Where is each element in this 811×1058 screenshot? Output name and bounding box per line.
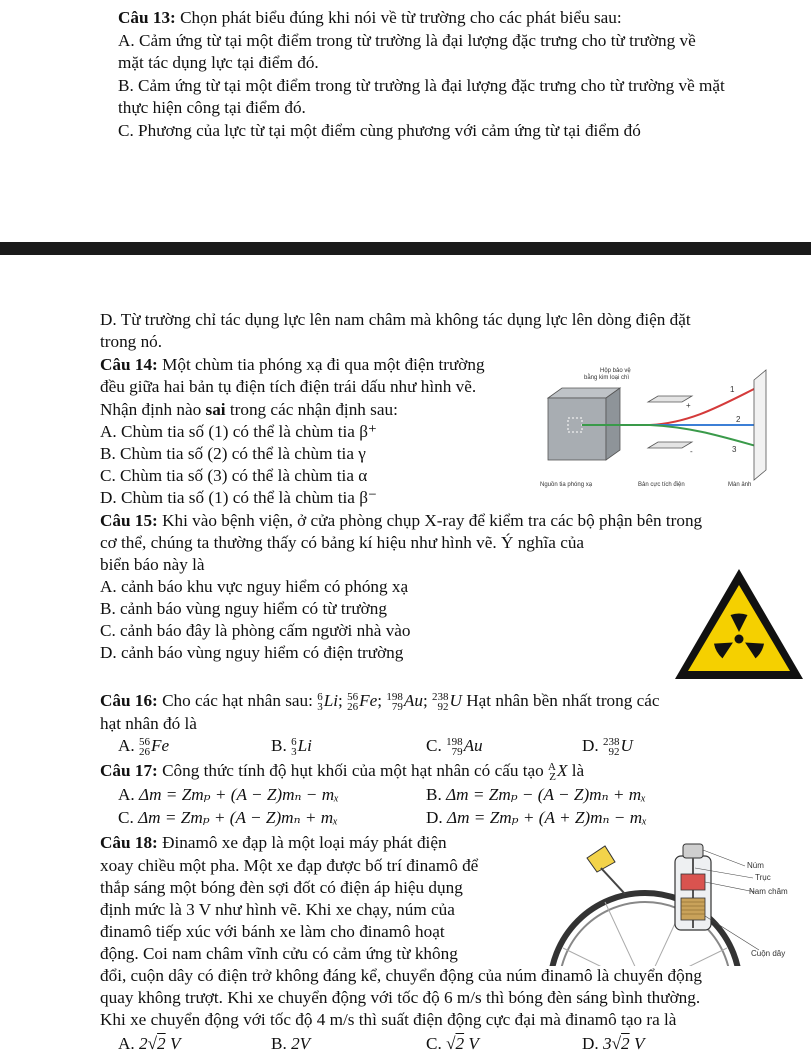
dynamo-knob [683, 844, 703, 858]
dynamo-coil [681, 898, 705, 920]
x-symbol: X [556, 761, 568, 780]
q16-option-a [118, 736, 169, 757]
q17-label: Câu 17: [100, 761, 158, 780]
q18-stem-line8: quay không trượt. Khi xe chuyển động với tốc độ 6 m/s thì bóng đèn sáng bình thường. [100, 988, 701, 1007]
bottom-plate [648, 442, 692, 448]
q18-option-c [426, 1034, 479, 1054]
q18-opt-a-value: 2√2 V [139, 1034, 181, 1053]
q13-option-b-line2: thực hiện công tại điểm đó. [118, 98, 306, 117]
q18-label: Câu 18: [100, 833, 158, 852]
q17-option-c [118, 808, 338, 828]
q18-stem-line3: thắp sáng một bóng đèn sợi đốt có điện áp hiệu dụng [100, 878, 463, 897]
fig-truc-label: Trục [755, 873, 771, 882]
au-symbol: Au [403, 691, 423, 710]
q18-stem-line5: đinamô tiếp xúc với bánh xe làm cho đinamô hoạt [100, 922, 445, 941]
q18-option-d [582, 1034, 644, 1054]
q13-option-a-line2: mặt tác dụng lực tại điểm đó. [118, 53, 319, 72]
q18-opt-d-unit: V [629, 1034, 645, 1053]
q18-opt-b-value: 2V [291, 1034, 311, 1053]
au-mass: 198 [386, 691, 403, 704]
q15-option-a: A. cảnh báo khu vực nguy hiểm có phóng xạ [100, 577, 409, 596]
q17-opt-d-formula: Δm = Zmₚ + (A + Z)mₙ − mₓ [447, 808, 647, 827]
li-symbol: Li [323, 691, 339, 710]
q18-stem-line1 [100, 833, 447, 853]
q16-opt-a-letter: A. [118, 736, 135, 755]
fe-mass: 56 [347, 691, 359, 704]
fe-symbol: Fe [359, 691, 378, 710]
q14-option-a: A. Chùm tia số (1) có thể là chùm tia β⁺ [100, 422, 378, 441]
nuclide-au [386, 691, 423, 712]
q18-opt-c-letter: C. [426, 1034, 442, 1053]
opt-c-mass: 198 [446, 736, 463, 749]
dynamo-magnet [681, 874, 705, 890]
li-mass: 6 [317, 691, 323, 704]
q17-stem [100, 761, 584, 782]
li-atomic: 3 [317, 701, 323, 714]
q15-option-b: B. cảnh báo vùng nguy hiểm có từ trường [100, 599, 387, 618]
nuclide-fe [347, 691, 377, 712]
u-atomic: 92 [437, 701, 449, 714]
opt-c-atomic: 79 [451, 746, 463, 759]
q15-stem-line2: cơ thể, chúng ta thường thấy có bảng kí hiệu như hình vẽ. Ý nghĩa của [100, 533, 585, 552]
q13-stem [118, 8, 622, 28]
opt-a-atomic: 26 [139, 746, 151, 759]
au-atomic: 79 [391, 701, 403, 714]
fig-num-label: Núm [747, 861, 764, 870]
q15-stem-text1: Khi vào bệnh viện, ở cửa phòng chụp X-ray để kiểm tra các bộ phận bên trong [157, 511, 703, 530]
q14-option-d: D. Chùm tia số (1) có thể là chùm tia β⁻ [100, 488, 378, 507]
opt-d-mass: 238 [603, 736, 620, 749]
q18-opt-d-value: 3√2 V [603, 1034, 645, 1053]
fig-source-label: Nguồn tia phóng xạ [540, 482, 593, 488]
q15-option-d: D. cảnh báo vùng nguy hiểm có điện trường [100, 643, 404, 662]
q16-opt-a-nuclide [139, 736, 169, 757]
fig-cuon-day-label: Cuộn dây [751, 949, 786, 958]
q16-opt-d-letter: D. [582, 736, 599, 755]
opt-b-symbol: Li [297, 736, 312, 755]
beam-3-label: 3 [732, 445, 737, 454]
q18-opt-b-letter: B. [271, 1034, 287, 1053]
lead-box-front [548, 398, 606, 460]
q17-opt-a-formula: Δm = Zmₚ + (A − Z)mₙ − mₓ [139, 785, 339, 804]
q16-opt-d-nuclide [603, 736, 633, 757]
fig-box-label2: bằng kim loại chì [584, 375, 630, 381]
q16-label: Câu 16: [100, 691, 158, 710]
bicycle-dynamo-figure [545, 838, 803, 966]
q17-option-a [118, 785, 339, 805]
opt-a-symbol: Fe [151, 736, 170, 755]
q17-stem-end: là [567, 761, 585, 780]
q17-option-d [426, 808, 647, 828]
page-break-bar [0, 242, 811, 255]
q14-stem-text1: Một chùm tia phóng xạ đi qua một điện trường [157, 355, 485, 374]
opt-a-mass: 56 [139, 736, 151, 749]
opt-b-atomic: 3 [291, 746, 297, 759]
q16-opt-c-nuclide [446, 736, 483, 757]
q17-opt-c-formula: Δm = Zmₚ + (A − Z)mₙ + mₓ [138, 808, 339, 827]
q18-stem-line7: đổi, cuộn dây có điện trở không đáng kể, chuyển động của núm đinamô là chuyển động [100, 966, 702, 985]
q17-opt-a-letter: A. [118, 785, 135, 804]
q14-stem-line3 [100, 400, 398, 420]
opt-b-mass: 6 [291, 736, 297, 749]
q15-stem-line1 [100, 511, 702, 531]
q13-option-a-line1: A. Cảm ứng từ tại một điểm trong từ trường là đại lượng đặc trưng cho từ trường về [118, 31, 696, 50]
q18-opt-c-unit: V [464, 1034, 479, 1053]
q14-option-b: B. Chùm tia số (2) có thể là chùm tia γ [100, 444, 366, 463]
q18-stem-line2: xoay chiều một pha. Một xe đạp được bố trí đinamô để [100, 856, 479, 875]
q13-stem-text: Chọn phát biểu đúng khi nói về từ trường cho các phát biểu sau: [175, 8, 622, 27]
q14-stem-line2: đều giữa hai bản tụ điện tích điện trái dấu như hình vẽ. [100, 377, 477, 396]
q14-label: Câu 14: [100, 355, 158, 374]
q14-stem-line1 [100, 355, 485, 375]
q16-option-d [582, 736, 633, 757]
q18-opt-d-radicand: 2 [621, 1034, 630, 1053]
sep-1: ; [338, 691, 343, 710]
u-mass: 238 [432, 691, 449, 704]
q17-opt-b-formula: Δm = Zmₚ − (A − Z)mₙ + mₓ [446, 785, 647, 804]
q14-stem-text3c: trong các nhận định sau: [225, 400, 398, 419]
q16-stem-text1b: Hạt nhân bền nhất trong các [461, 691, 660, 710]
q14-option-c: C. Chùm tia số (3) có thể là chùm tia α [100, 466, 368, 485]
fig-plates-label: Bản cực tích điện [638, 482, 685, 488]
x-mass: A [548, 761, 556, 774]
q18-stem-text1: Đinamô xe đạp là một loại máy phát điện [157, 833, 447, 852]
q17-nuclide-x [548, 761, 567, 782]
nuclide-u [432, 691, 462, 712]
q17-opt-b-letter: B. [426, 785, 442, 804]
q18-opt-c-radicand: 2 [455, 1034, 465, 1053]
q16-opt-b-letter: B. [271, 736, 287, 755]
q17-opt-c-letter: C. [118, 808, 134, 827]
q18-opt-a-unit: V [165, 1034, 181, 1053]
q16-stem-line2: hạt nhân đó là [100, 714, 197, 733]
radiation-deflection-figure [540, 366, 780, 488]
q18-opt-c-value: √2 V [446, 1034, 479, 1053]
q13-label: Câu 13: [118, 8, 176, 27]
q14-sai-word: sai [205, 400, 226, 419]
q17-option-b [426, 785, 646, 805]
opt-c-symbol: Au [463, 736, 483, 755]
q16-opt-c-letter: C. [426, 736, 442, 755]
q16-option-c [426, 736, 483, 757]
photo-screen [754, 370, 766, 480]
q18-option-b [271, 1034, 310, 1054]
q18-option-a [118, 1034, 180, 1054]
q14-stem-text3a: Nhận định nào [100, 400, 206, 419]
q16-opt-b-nuclide [291, 736, 312, 757]
fig-screen-label: Màn ảnh [728, 482, 752, 488]
beam-1-label: 1 [730, 385, 735, 394]
q17-stem-text: Công thức tính độ hụt khối của một hạt nhân có cấu tạo [157, 761, 549, 780]
sep-2: ; [377, 691, 383, 710]
opt-d-symbol: U [620, 736, 633, 755]
q18-stem-line4: định mức là 3 V như hình vẽ. Khi xe chạy, núm của [100, 900, 455, 919]
fig-nam-cham-label: Nam châm [749, 887, 788, 896]
sep-3: ; [422, 691, 428, 710]
q16-stem-text1a: Cho các hạt nhân sau: [157, 691, 318, 710]
minus-sign: - [690, 447, 693, 456]
q16-stem-line1 [100, 691, 660, 712]
fe-atomic: 26 [347, 701, 359, 714]
q13-option-b-line1: B. Cảm ứng từ tại một điểm trong từ trường là đại lượng đặc trưng cho từ trường về mặt [118, 76, 725, 95]
nuclide-li [317, 691, 338, 712]
q13-option-d-line1: D. Từ trường chỉ tác dụng lực lên nam châm mà không tác dụng lực lên dòng điện đặt [100, 310, 691, 329]
q15-stem-line3: biển báo này là [100, 555, 205, 574]
plus-sign: + [686, 401, 691, 410]
q18-stem-line6: động. Coi nam châm vĩnh cửu có cảm ứng từ không [100, 944, 458, 963]
q18-opt-a-letter: A. [118, 1034, 135, 1053]
q18-opt-a-radicand: 2 [157, 1034, 166, 1053]
q13-option-d-line2: trong nó. [100, 332, 163, 351]
q18-opt-d-letter: D. [582, 1034, 599, 1053]
q17-opt-d-letter: D. [426, 808, 443, 827]
q15-label: Câu 15: [100, 511, 158, 530]
beam-2-label: 2 [736, 415, 741, 424]
q13-option-c: C. Phương của lực từ tại một điểm cùng phương với cảm ứng từ tại điểm đó [118, 121, 641, 140]
q16-option-b [271, 736, 312, 757]
fig-box-label1: Hộp bảo vệ [600, 368, 631, 374]
opt-d-atomic: 92 [608, 746, 620, 759]
q18-opt-d-coef: 3 [603, 1034, 612, 1053]
x-atomic: Z [549, 771, 556, 784]
radiation-warning-sign-icon [672, 565, 807, 683]
q15-option-c: C. cảnh báo đây là phòng cấm người nhà vào [100, 621, 411, 640]
u-symbol: U [449, 691, 462, 710]
q18-opt-a-coef: 2 [139, 1034, 148, 1053]
q18-stem-line9: Khi xe chuyển động với tốc độ 4 m/s thì suất điện động cực đại mà đinamô tạo ra là [100, 1010, 677, 1029]
